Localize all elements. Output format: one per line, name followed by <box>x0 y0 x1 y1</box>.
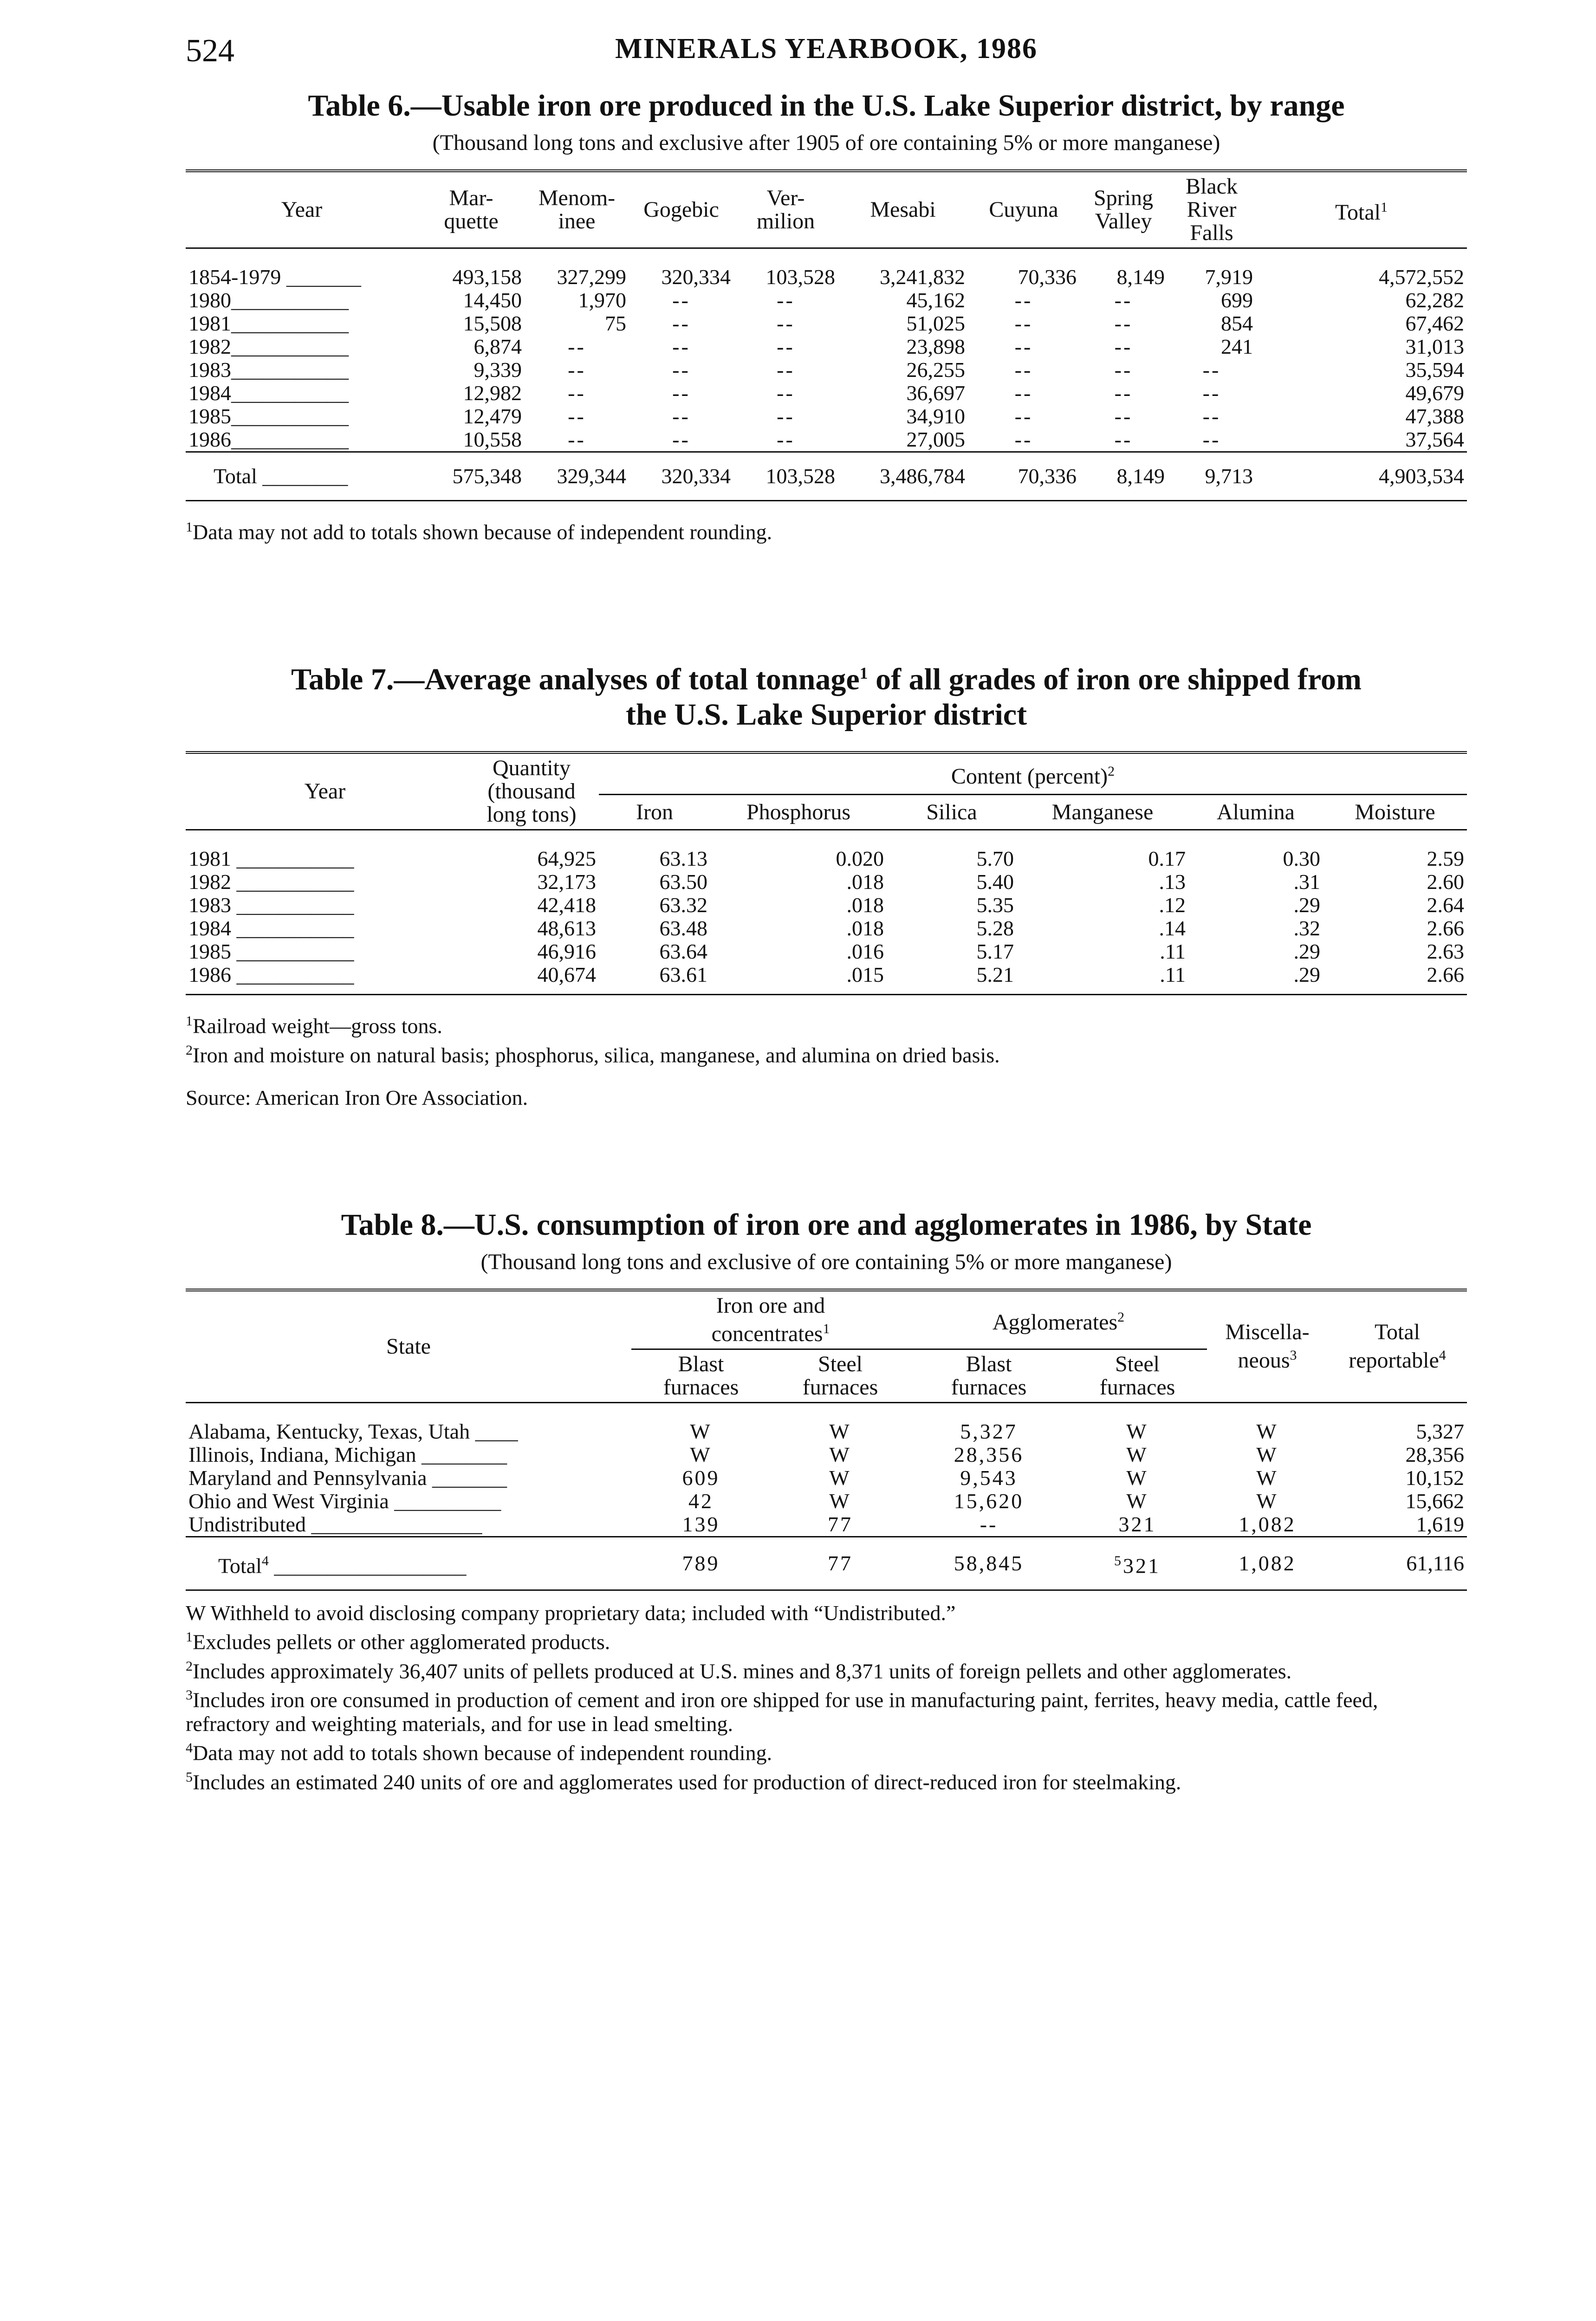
table-cell: 699 <box>1221 288 1253 312</box>
table-8-footnote-w: W Withheld to avoid disclosing company proprietary data; included with “Undistributed.” <box>186 1601 956 1625</box>
table-cell: 47,388 <box>1405 404 1464 428</box>
table-cell: .12 <box>1159 893 1186 917</box>
col-content: Content (percent)$^2$ <box>599 752 1467 795</box>
table-cell: 15,508 <box>463 311 522 335</box>
table-8-footnote: $^4$Data may not add to totals shown because of independent rounding. <box>186 1740 772 1765</box>
table-6 <box>186 88 1467 544</box>
table-cell: W <box>1256 1465 1278 1490</box>
table-cell: -- <box>777 311 795 335</box>
table-cell: 62,282 <box>1405 288 1464 312</box>
table-cell: 26,255 <box>906 358 965 382</box>
table-row <box>186 870 1467 894</box>
table-cell: W <box>1126 1442 1148 1466</box>
table-cell: 63.64 <box>659 940 707 964</box>
table-cell: W <box>1256 1489 1278 1513</box>
table-cell: 14,450 <box>463 288 522 312</box>
total-label: Total$^4$ __________________ <box>218 1553 467 1578</box>
table-cell: .13 <box>1159 870 1186 894</box>
table-6-total-row <box>186 452 1467 501</box>
table-cell: 67,462 <box>1405 311 1464 335</box>
row-label: 1981___________ <box>188 312 349 335</box>
total-cell: 329,344 <box>557 464 626 488</box>
table-8-footnote: $^1$Excludes pellets or other agglomerated products. <box>186 1629 610 1654</box>
table-6-footnote: $^1$Data may not add to totals shown because of independent rounding. <box>186 519 772 544</box>
col-vermilion: Ver- milion <box>756 186 815 233</box>
table-cell: 3,241,832 <box>880 265 965 289</box>
table-8-title: Table 8.—U.S. consumption of iron ore and agglomerates in 1986, by State <box>341 1207 1312 1242</box>
table-cell: 34,910 <box>906 404 965 428</box>
table-cell: 5,327 <box>960 1419 1018 1443</box>
col-agg-steel: Steel furnaces <box>1099 1351 1175 1400</box>
row-label: 1981 ___________ <box>188 847 354 871</box>
table-cell: -- <box>672 358 690 382</box>
col-year: Year <box>281 197 323 222</box>
table-cell: .29 <box>1293 940 1320 964</box>
table-cell: 75 <box>605 311 626 335</box>
row-label: Alabama, Kentucky, Texas, Utah ____ <box>188 1420 518 1443</box>
table-cell: 63.32 <box>659 893 707 917</box>
table-row <box>186 940 1467 963</box>
table-6-subtitle: (Thousand long tons and exclusive after 1905 of ore containing 5% or more manganese) <box>432 130 1220 155</box>
col-year: Year <box>304 779 346 804</box>
col-state: State <box>386 1334 431 1359</box>
total-cell: 70,336 <box>1018 464 1077 488</box>
row-label: Maryland and Pennsylvania _______ <box>188 1466 507 1490</box>
col-iron-steel: Steel furnaces <box>802 1351 878 1400</box>
row-label: 1854-1979 _______ <box>188 266 361 289</box>
col-alumina: Alumina <box>1217 799 1295 824</box>
table-cell: W <box>1126 1465 1148 1490</box>
table-cell: 15,662 <box>1405 1489 1465 1513</box>
page-number: 524 <box>186 33 234 69</box>
table-cell: .29 <box>1293 963 1320 987</box>
col-marquette: Mar- quette <box>444 186 499 233</box>
table-8-body <box>186 1402 1467 1537</box>
table-cell: 77 <box>828 1512 853 1536</box>
table-cell: 23,898 <box>906 335 965 358</box>
table-cell: -- <box>777 381 795 405</box>
table-cell: 45,162 <box>906 288 965 312</box>
page <box>186 32 1467 1794</box>
table-7-body <box>186 830 1467 987</box>
table-cell: 9,543 <box>960 1465 1018 1490</box>
table-row <box>186 1490 1467 1513</box>
running-title: MINERALS YEARBOOK, 1986 <box>615 33 1038 65</box>
table-cell: W <box>829 1442 851 1466</box>
col-moisture: Moisture <box>1355 799 1435 824</box>
table-cell: 63.50 <box>659 870 707 894</box>
table-cell: 10,152 <box>1405 1465 1465 1490</box>
table-row <box>186 405 1467 428</box>
table-row <box>186 1466 1467 1490</box>
table-row <box>186 266 1467 289</box>
table-cell: -- <box>672 428 690 451</box>
table-7-header-top <box>186 752 1467 795</box>
table-cell: 27,005 <box>906 428 965 451</box>
total-cell: 61,116 <box>1406 1551 1465 1575</box>
col-total: Total$^1$ <box>1335 199 1388 225</box>
table-cell: 5.28 <box>976 916 1014 940</box>
table-cell: .31 <box>1293 870 1320 894</box>
table-cell: 42,418 <box>537 893 596 917</box>
table-cell: .29 <box>1293 893 1320 917</box>
table-cell: -- <box>777 288 795 312</box>
table-cell: -- <box>1014 428 1033 451</box>
table-cell: 493,158 <box>452 265 522 289</box>
table-cell: 28,356 <box>1405 1442 1465 1466</box>
table-cell: W <box>829 1419 851 1443</box>
table-cell: 37,564 <box>1405 428 1464 451</box>
table-cell: 70,336 <box>1018 265 1077 289</box>
table-cell: 5.70 <box>976 847 1014 871</box>
table-8 <box>186 1207 1467 1794</box>
table-cell: W <box>1126 1489 1148 1513</box>
table-cell: -- <box>672 311 690 335</box>
total-cell: 4,903,534 <box>1379 464 1464 488</box>
table-row <box>186 312 1467 335</box>
table-cell: W <box>829 1489 851 1513</box>
col-silica: Silica <box>926 799 977 824</box>
total-cell: 8,149 <box>1116 464 1165 488</box>
table-8-footnote: $^3$Includes iron ore consumed in production of cement and iron ore shipped for use in manufacturing paint, ferrites, heavy media, cattle feed, refractory and weighting materials, and for use in lead smelting. <box>186 1687 1378 1736</box>
table-7-source: Source: American Iron Ore Association. <box>186 1085 528 1109</box>
col-iron: Iron <box>636 799 673 824</box>
col-spring-valley: Spring Valley <box>1093 186 1153 233</box>
table-cell: -- <box>1114 381 1133 405</box>
table-cell: -- <box>777 428 795 451</box>
row-label: 1986___________ <box>188 428 349 451</box>
table-cell: -- <box>1114 404 1133 428</box>
table-7-title: Table 7.—Average analyses of total tonnage$^1$ of all grades of iron ore shipped from the U.S. Lake Superior district <box>291 662 1362 732</box>
table-7-footnote: $^2$Iron and moisture on natural basis; phosphorus, silica, manganese, and alumina on dried basis. <box>186 1042 1000 1067</box>
total-cell: 3,486,784 <box>880 464 965 488</box>
row-label: 1982___________ <box>188 335 349 358</box>
table-cell: 31,013 <box>1405 335 1464 358</box>
col-miscellaneous: Miscella- neous$^3$ <box>1225 1320 1310 1373</box>
table-cell: .018 <box>846 870 884 894</box>
total-cell: $^5$321 <box>1114 1553 1161 1578</box>
table-cell: -- <box>1202 428 1221 451</box>
table-cell: 48,613 <box>537 916 596 940</box>
table-cell: 51,025 <box>906 311 965 335</box>
table-cell: 0.020 <box>836 847 884 871</box>
total-cell: 103,528 <box>766 464 835 488</box>
table-cell: 4,572,552 <box>1379 265 1464 289</box>
table-cell: -- <box>672 288 690 312</box>
table-8-subtitle: (Thousand long tons and exclusive of ore containing 5% or more manganese) <box>480 1249 1172 1274</box>
table-cell: -- <box>1014 288 1033 312</box>
table-8-header-top <box>186 1290 1467 1349</box>
table-cell: 5.35 <box>976 893 1014 917</box>
total-cell: 77 <box>828 1551 853 1575</box>
table-row <box>186 1513 1467 1537</box>
table-cell: 320,334 <box>661 265 731 289</box>
table-7 <box>186 655 1467 1110</box>
table-cell: 63.48 <box>659 916 707 940</box>
table-cell: 2.59 <box>1427 847 1465 871</box>
table-cell: -- <box>568 428 586 451</box>
table-cell: -- <box>1014 381 1033 405</box>
table-cell: .018 <box>846 916 884 940</box>
table-row <box>186 1420 1467 1443</box>
table-cell: W <box>690 1442 712 1466</box>
table-cell: 40,674 <box>537 963 596 987</box>
row-label: 1986 ___________ <box>188 963 354 987</box>
table-cell: -- <box>568 358 586 382</box>
table-cell: -- <box>1114 311 1133 335</box>
table-cell: 1,970 <box>578 288 626 312</box>
table-cell: 10,558 <box>463 428 522 451</box>
table-row <box>186 963 1467 986</box>
total-cell: 1,082 <box>1239 1551 1296 1575</box>
table-cell: 103,528 <box>766 265 835 289</box>
table-cell: -- <box>672 335 690 358</box>
col-iron-blast: Blast furnaces <box>663 1351 739 1400</box>
table-row <box>186 894 1467 917</box>
table-cell: 5.17 <box>976 940 1014 964</box>
row-label: 1983 ___________ <box>188 894 354 917</box>
table-6-header <box>186 171 1467 248</box>
table-cell: 9,339 <box>474 358 522 382</box>
col-total-reportable: Total reportable$^4$ <box>1349 1320 1446 1373</box>
table-cell: 8,149 <box>1116 265 1165 289</box>
table-cell: W <box>1126 1419 1148 1443</box>
table-8-total-row <box>186 1537 1467 1590</box>
table-cell: -- <box>1114 428 1133 451</box>
col-mesabi: Mesabi <box>870 197 936 222</box>
table-cell: .11 <box>1160 963 1186 987</box>
table-cell: 46,916 <box>537 940 596 964</box>
table-cell: 2.66 <box>1427 963 1465 987</box>
table-8-grid <box>186 1289 1467 1591</box>
table-cell: 12,479 <box>463 404 522 428</box>
col-menominee: Menom- inee <box>538 186 616 233</box>
total-cell: 58,845 <box>954 1551 1024 1575</box>
table-6-title: Table 6.—Usable iron ore produced in the U.S. Lake Superior district, by range <box>308 89 1345 123</box>
table-cell: 1,082 <box>1239 1512 1296 1536</box>
row-label: 1983___________ <box>188 358 349 382</box>
table-cell: 5.21 <box>976 963 1014 987</box>
row-label: 1982 ___________ <box>188 870 354 894</box>
table-cell: W <box>829 1465 851 1490</box>
row-label: Illinois, Indiana, Michigan ________ <box>188 1443 507 1466</box>
table-row <box>186 917 1467 940</box>
table-cell: -- <box>1014 404 1033 428</box>
table-row <box>186 847 1467 870</box>
total-label: Total ________ <box>214 464 348 488</box>
table-cell: -- <box>1114 335 1133 358</box>
table-cell: -- <box>1202 381 1221 405</box>
table-cell: 12,982 <box>463 381 522 405</box>
col-gogebic: Gogebic <box>643 197 719 222</box>
col-iron-ore: Iron ore and concentrates$^1$ <box>631 1290 910 1349</box>
table-cell: -- <box>980 1512 998 1536</box>
table-cell: 854 <box>1221 311 1253 335</box>
row-label: Ohio and West Virginia __________ <box>188 1489 501 1513</box>
table-7-grid <box>186 751 1467 986</box>
table-cell: -- <box>1114 358 1133 382</box>
col-cuyuna: Cuyuna <box>989 197 1058 222</box>
table-cell: -- <box>1014 311 1033 335</box>
col-phosphorus: Phosphorus <box>746 799 851 824</box>
page-header <box>186 32 1467 88</box>
table-cell: 609 <box>682 1465 720 1490</box>
table-row <box>186 289 1467 312</box>
table-cell: 0.17 <box>1148 847 1186 871</box>
table-6-body <box>186 248 1467 452</box>
total-cell: 789 <box>682 1551 720 1575</box>
table-cell: .018 <box>846 893 884 917</box>
table-cell: 1,619 <box>1416 1512 1465 1536</box>
table-cell: -- <box>1202 404 1221 428</box>
table-row <box>186 1443 1467 1466</box>
col-manganese: Manganese <box>1051 799 1154 824</box>
table-cell: -- <box>1114 288 1133 312</box>
table-cell: W <box>1256 1419 1278 1443</box>
table-cell: 28,356 <box>954 1442 1024 1466</box>
table-cell: -- <box>777 404 795 428</box>
total-cell: 320,334 <box>661 464 731 488</box>
table-cell: 36,697 <box>906 381 965 405</box>
table-row <box>186 335 1467 358</box>
table-cell: 241 <box>1221 335 1253 358</box>
row-label: 1984 ___________ <box>188 917 354 940</box>
table-cell: 7,919 <box>1205 265 1253 289</box>
table-row <box>186 382 1467 405</box>
table-cell: 2.63 <box>1427 940 1465 964</box>
col-black-river-falls: Black River Falls <box>1186 174 1238 245</box>
total-cell: 9,713 <box>1205 464 1253 488</box>
col-agglomerates: Agglomerates$^2$ <box>910 1290 1207 1349</box>
table-cell: 49,679 <box>1405 381 1464 405</box>
table-row <box>186 428 1467 452</box>
table-cell: -- <box>672 404 690 428</box>
table-cell: -- <box>568 404 586 428</box>
table-cell: 5.40 <box>976 870 1014 894</box>
table-cell: -- <box>777 335 795 358</box>
table-cell: 327,299 <box>557 265 626 289</box>
table-cell: 15,620 <box>954 1489 1024 1513</box>
table-cell: -- <box>672 381 690 405</box>
table-cell: .14 <box>1159 916 1186 940</box>
col-quantity: Quantity (thousand long tons) <box>487 756 577 827</box>
table-cell: -- <box>568 381 586 405</box>
row-label: Undistributed ________________ <box>188 1512 482 1536</box>
table-cell: 32,173 <box>537 870 596 894</box>
table-7-footnote: $^1$Railroad weight—gross tons. <box>186 1013 442 1038</box>
table-cell: -- <box>568 335 586 358</box>
table-cell: 139 <box>682 1512 720 1536</box>
table-cell: 2.66 <box>1427 916 1465 940</box>
table-8-footnote: $^5$Includes an estimated 240 units of ore and agglomerates used for production of direct-reduced iron for steelmaking. <box>186 1769 1181 1794</box>
table-cell: 2.60 <box>1427 870 1465 894</box>
table-8-footnote: $^2$Includes approximately 36,407 units of pellets produced at U.S. mines and 8,371 units of foreign pellets and other agglomerates. <box>186 1658 1292 1683</box>
table-cell: -- <box>1014 335 1033 358</box>
table-cell: -- <box>777 358 795 382</box>
table-cell: -- <box>1014 358 1033 382</box>
row-label: 1985___________ <box>188 405 349 428</box>
table-6-grid <box>186 169 1467 501</box>
total-cell: 575,348 <box>452 464 522 488</box>
table-cell: -- <box>1202 358 1221 382</box>
table-cell: W <box>690 1419 712 1443</box>
table-cell: 2.64 <box>1427 893 1465 917</box>
table-cell: .016 <box>846 940 884 964</box>
table-cell: .32 <box>1293 916 1320 940</box>
table-cell: 35,594 <box>1405 358 1464 382</box>
table-cell: 0.30 <box>1283 847 1320 871</box>
row-label: 1980___________ <box>188 289 349 312</box>
col-agg-blast: Blast furnaces <box>951 1351 1027 1400</box>
table-cell: .015 <box>846 963 884 987</box>
table-cell: 5,327 <box>1416 1419 1465 1443</box>
table-row <box>186 358 1467 382</box>
table-cell: 42 <box>688 1489 714 1513</box>
row-label: 1985 ___________ <box>188 940 354 964</box>
table-cell: W <box>1256 1442 1278 1466</box>
table-cell: 321 <box>1118 1512 1156 1536</box>
table-cell: 64,925 <box>537 847 596 871</box>
table-cell: 63.13 <box>659 847 707 871</box>
table-cell: 63.61 <box>659 963 707 987</box>
row-label: 1984___________ <box>188 382 349 405</box>
table-cell: .11 <box>1160 940 1186 964</box>
table-cell: 6,874 <box>474 335 522 358</box>
